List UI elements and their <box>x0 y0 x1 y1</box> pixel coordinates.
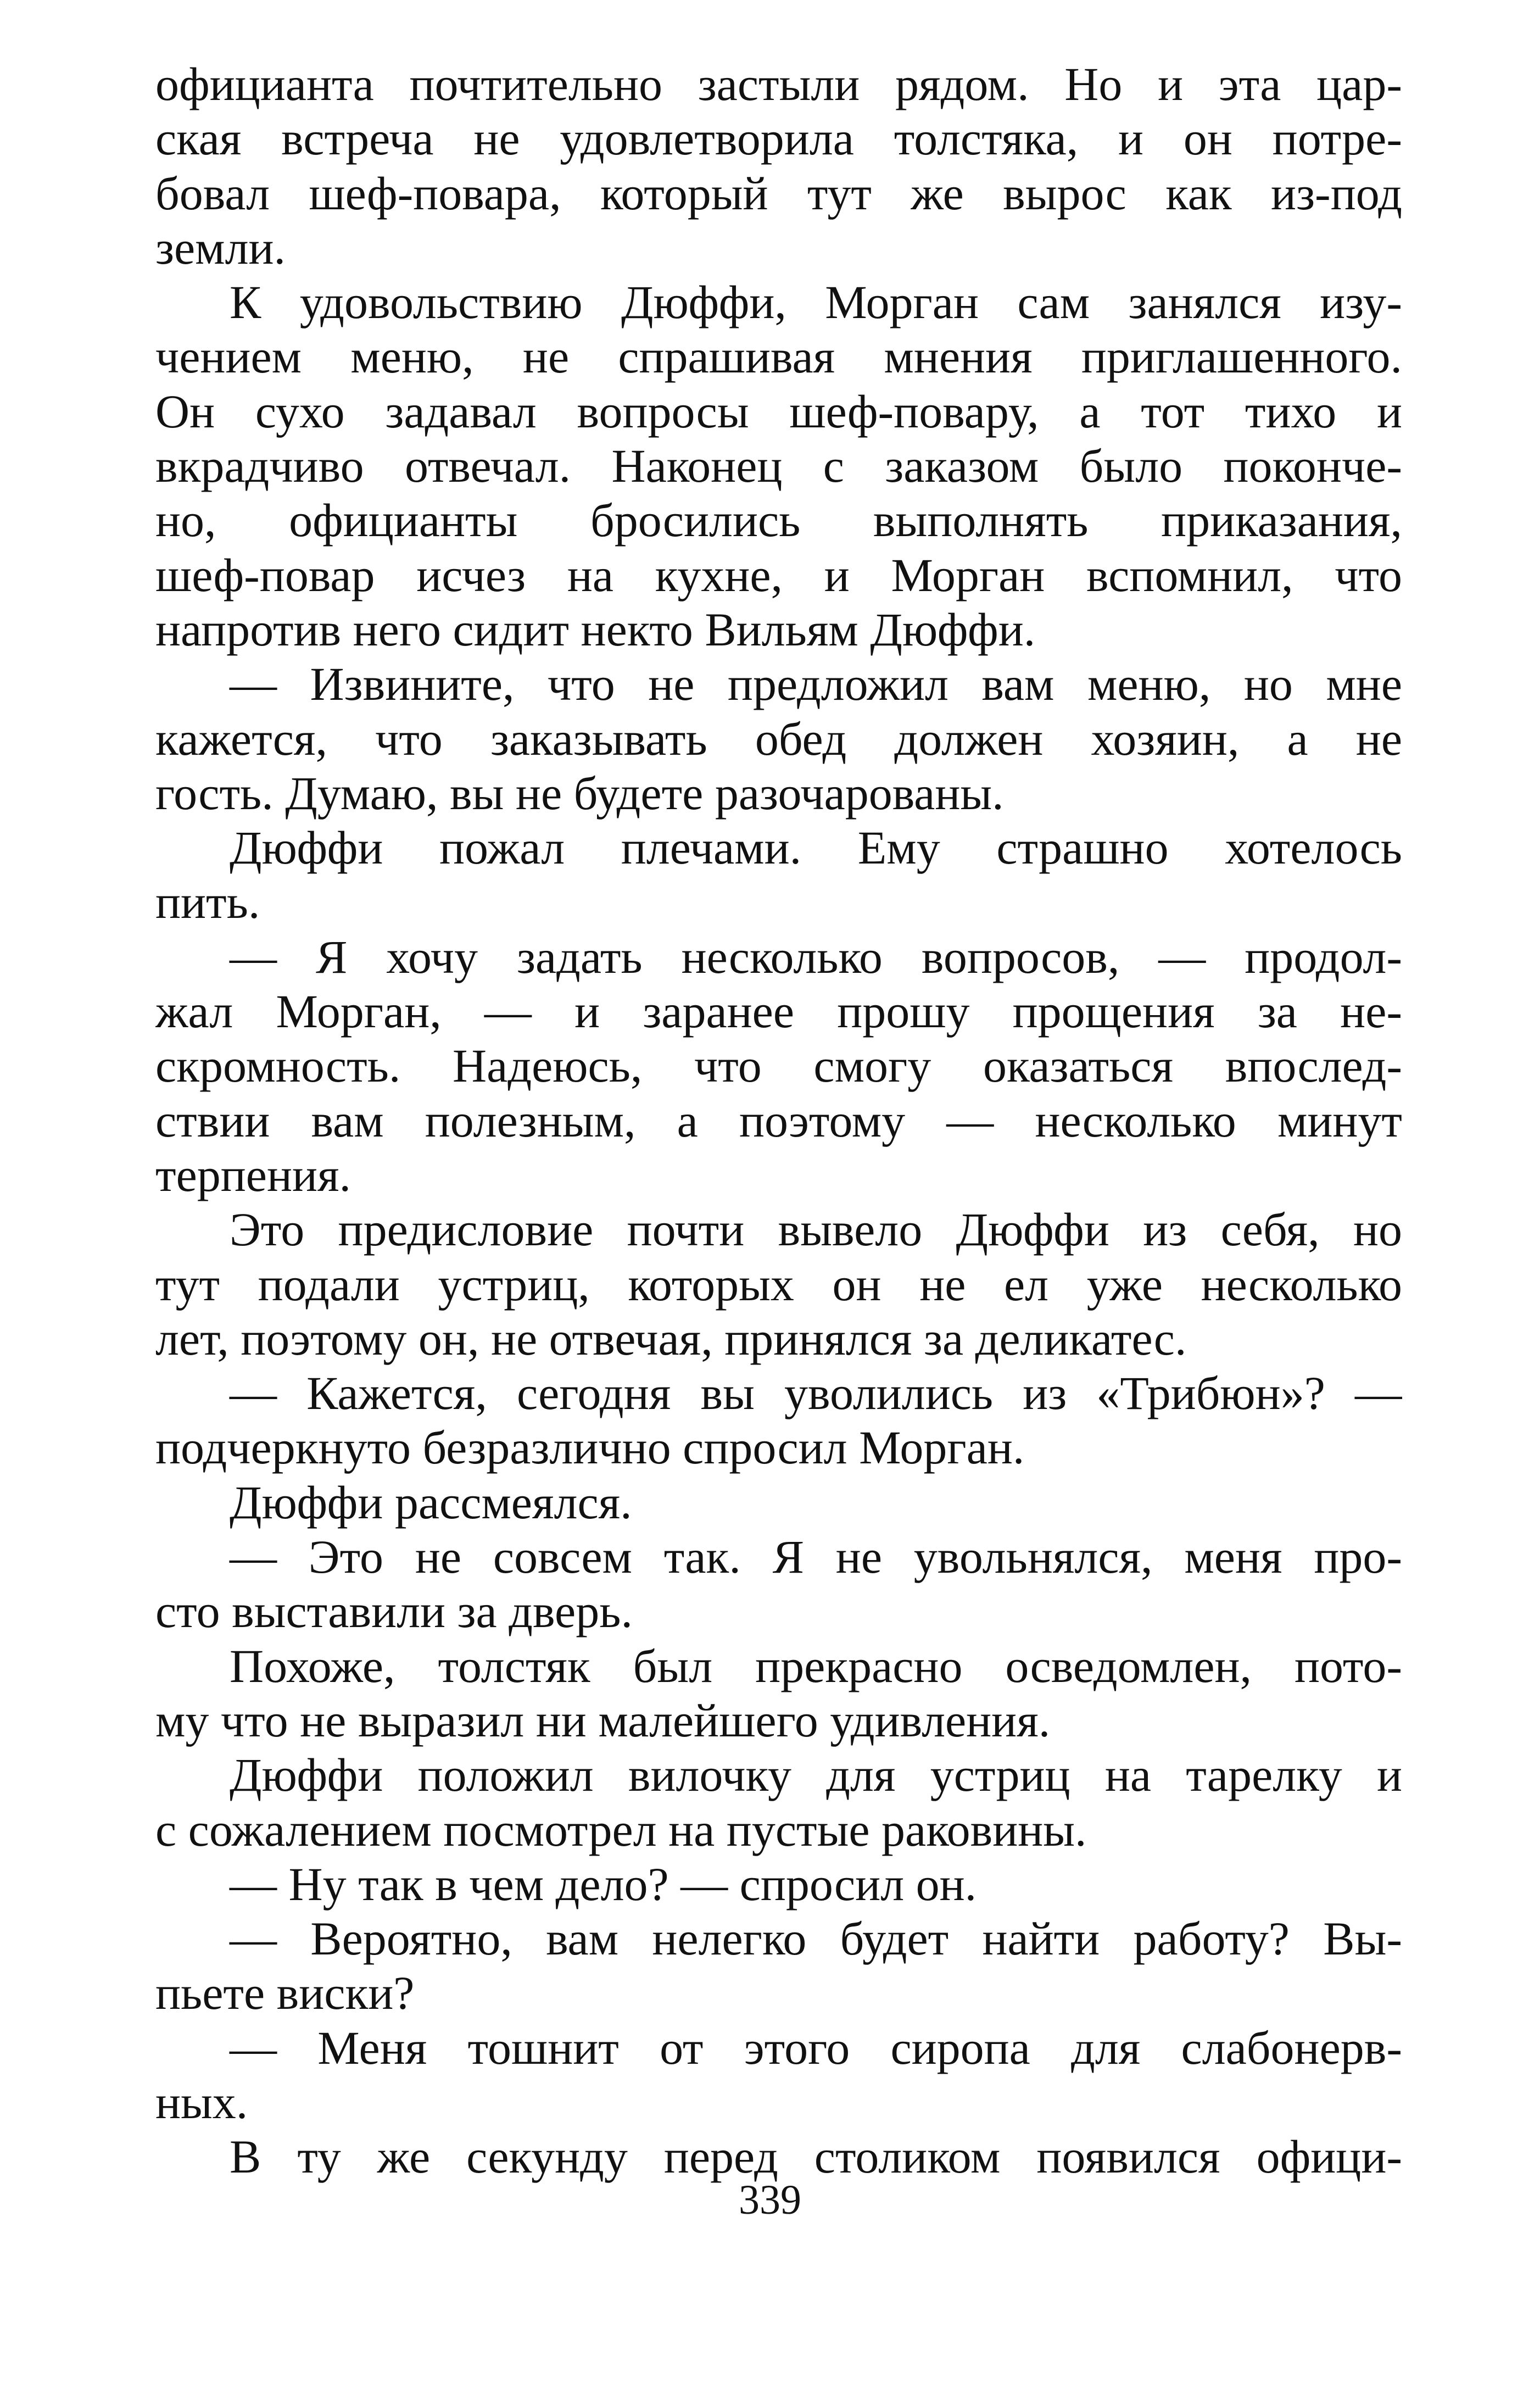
text-line: тут подали устриц, которых он не ел уже несколько <box>155 1257 1402 1311</box>
text-line: му что не выразил ни малейшего удивления. <box>155 1694 1051 1747</box>
text-line: — Кажется, сегодня вы уволились из «Трибюн»? — <box>230 1367 1402 1420</box>
text-line: шеф-повар исчез на кухне, и Морган вспомнил, что <box>155 548 1402 601</box>
text-line: — Меня тошнит от этого сиропа для слабонерв- <box>230 2021 1402 2074</box>
text-line: пьете виски? <box>155 1967 415 2020</box>
text-line: чением меню, не спрашивая мнения приглашенного. <box>155 330 1402 383</box>
text-line: но, официанты бросились выполнять приказания, <box>155 494 1402 547</box>
text-line: — Извините, что не предложил вам меню, но мне <box>230 658 1402 711</box>
text-line: жал Морган, — и заранее прошу прощения за не- <box>155 985 1402 1038</box>
text-line: Похоже, толстяк был прекрасно осведомлен, пото- <box>230 1639 1402 1692</box>
text-line: кажется, что заказывать обед должен хозяин, а не <box>155 712 1402 765</box>
page-body-text <box>155 57 1402 2185</box>
text-line: ных. <box>155 2075 248 2129</box>
text-line: подчеркнуто безразлично спросил Морган. <box>155 1421 1025 1474</box>
text-line: Это предисловие почти вывело Дюффи из себя, но <box>230 1203 1402 1256</box>
text-line: ская встреча не удовлетворила толстяка, и он потре- <box>155 112 1402 165</box>
text-line: с сожалением посмотрел на пустые раковины. <box>155 1803 1087 1856</box>
text-line: напротив него сидит некто Вильям Дюффи. <box>155 603 1036 656</box>
text-line: — Ну так в чем дело? — спросил он. <box>230 1857 977 1911</box>
text-line: Он сухо задавал вопросы шеф-повару, а тот тихо и <box>155 385 1402 438</box>
text-line: пить. <box>155 876 260 929</box>
text-line: терпения. <box>155 1148 351 1201</box>
text-line: бовал шеф-повара, который тут же вырос как из-под <box>155 166 1402 220</box>
text-line: — Вероятно, вам нелегко будет найти работу? Вы- <box>230 1912 1402 1965</box>
text-line: официанта почтительно застыли рядом. Но и эта цар- <box>155 58 1402 110</box>
text-line: вкрадчиво отвечал. Наконец с заказом было поконче- <box>155 439 1402 493</box>
text-line: Дюффи положил вилочку для устриц на тарелку и <box>230 1748 1402 1802</box>
text-line: сто выставили за дверь. <box>155 1585 633 1638</box>
text-line: ствии вам полезным, а поэтому — несколько минут <box>155 1094 1402 1147</box>
text-line: лет, поэтому он, не отвечая, принялся за деликатес. <box>155 1312 1187 1365</box>
text-line: В ту же секунду перед столиком появился офици- <box>230 2130 1402 2184</box>
text-line: — Это не совсем так. Я не увольнялся, меня про- <box>230 1530 1402 1584</box>
text-line: Дюффи пожал плечами. Ему страшно хотелось <box>230 821 1402 875</box>
text-line: гость. Думаю, вы не будете разочарованы. <box>155 766 1004 820</box>
text-line: земли. <box>155 221 286 274</box>
text-line: скромность. Надеюсь, что смогу оказаться впослед- <box>155 1039 1402 1093</box>
page-number: 339 <box>739 2177 801 2223</box>
text-line: — Я хочу задать несколько вопросов, — продол- <box>230 930 1402 983</box>
text-line: Дюффи рассмеялся. <box>230 1475 632 1529</box>
text-line: К удовольствию Дюффи, Морган сам занялся изу- <box>230 276 1402 329</box>
